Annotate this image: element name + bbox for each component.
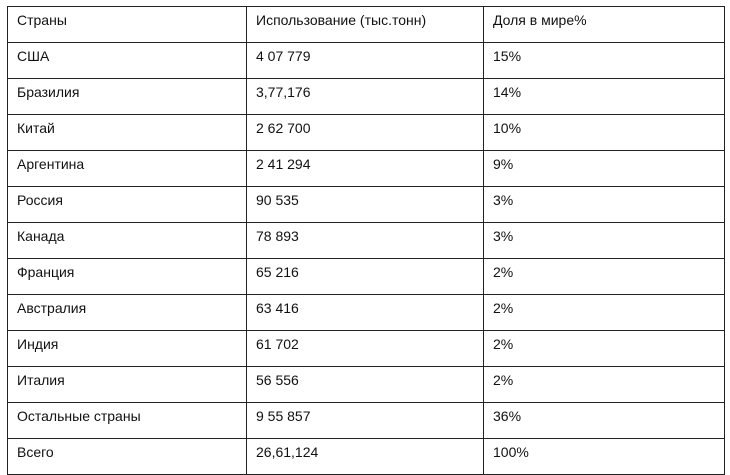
cell-usage: 9 55 857: [247, 403, 484, 439]
cell-country: Россия: [8, 187, 247, 223]
table-header: [8, 7, 725, 43]
table-row: [8, 151, 725, 187]
cell-share: 3%: [484, 223, 725, 259]
table-body: [8, 43, 725, 475]
cell-usage: 2 62 700: [247, 115, 484, 151]
cell-share: 2%: [484, 259, 725, 295]
cell-share: 9%: [484, 151, 725, 187]
cell-country: Всего: [8, 439, 247, 475]
cell-country: США: [8, 43, 247, 79]
table-row-total: [8, 439, 725, 475]
table-row: [8, 43, 725, 79]
header-country: Страны: [8, 7, 247, 43]
cell-share: 10%: [484, 115, 725, 151]
header-share: Доля в мире%: [484, 7, 725, 43]
cell-share: 2%: [484, 295, 725, 331]
header-row: [8, 7, 725, 43]
cell-share: 2%: [484, 331, 725, 367]
cell-share: 14%: [484, 79, 725, 115]
cell-country: Франция: [8, 259, 247, 295]
cell-share: 36%: [484, 403, 725, 439]
cell-usage: 56 556: [247, 367, 484, 403]
cell-country: Аргентина: [8, 151, 247, 187]
cell-usage: 4 07 779: [247, 43, 484, 79]
cell-usage: 65 216: [247, 259, 484, 295]
cell-usage: 90 535: [247, 187, 484, 223]
cell-country: Индия: [8, 331, 247, 367]
cell-country: Бразилия: [8, 79, 247, 115]
table-row: [8, 403, 725, 439]
cell-country: Австралия: [8, 295, 247, 331]
cell-usage: 78 893: [247, 223, 484, 259]
table-row: [8, 331, 725, 367]
cell-usage: 2 41 294: [247, 151, 484, 187]
table-row: [8, 295, 725, 331]
cell-share: 2%: [484, 367, 725, 403]
table-row: [8, 187, 725, 223]
cell-share: 15%: [484, 43, 725, 79]
cell-usage: 3,77,176: [247, 79, 484, 115]
cell-country: Италия: [8, 367, 247, 403]
table-row: [8, 259, 725, 295]
usage-table: [7, 6, 725, 475]
cell-country: Китай: [8, 115, 247, 151]
cell-share: 100%: [484, 439, 725, 475]
table-row: [8, 115, 725, 151]
table-row: [8, 79, 725, 115]
header-usage: Использование (тыс.тонн): [247, 7, 484, 43]
table-row: [8, 223, 725, 259]
cell-usage: 26,61,124: [247, 439, 484, 475]
data-table-container: [7, 6, 725, 475]
cell-country: Канада: [8, 223, 247, 259]
cell-usage: 63 416: [247, 295, 484, 331]
table-row: [8, 367, 725, 403]
cell-usage: 61 702: [247, 331, 484, 367]
cell-country: Остальные страны: [8, 403, 247, 439]
cell-share: 3%: [484, 187, 725, 223]
